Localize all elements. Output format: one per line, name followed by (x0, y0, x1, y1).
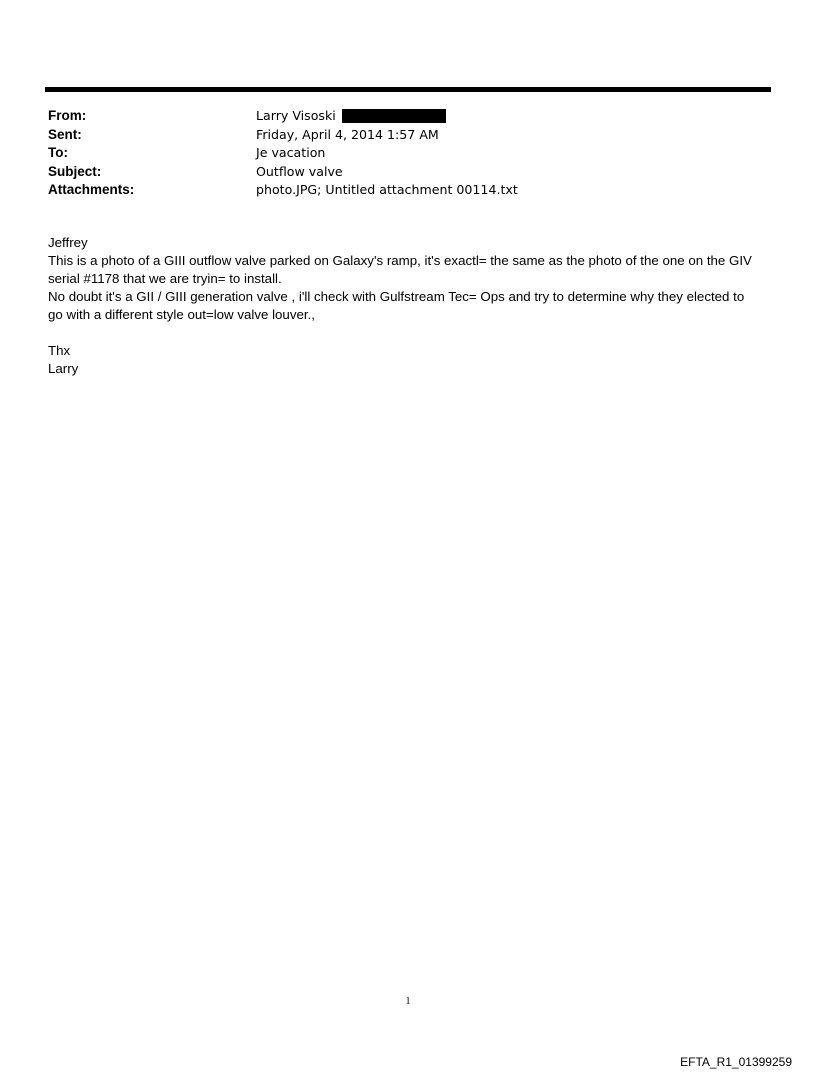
to-value: Je vacation (256, 145, 326, 160)
redaction-block (342, 109, 446, 123)
sent-label: Sent: (48, 126, 82, 142)
from-label: From: (48, 108, 87, 123)
attachments-label: Attachments: (48, 182, 135, 197)
body-line: This is a photo of a GIII outflow valve parked on Galaxy's ramp, it's exactl= the same as the photo of the one on the GIV (48, 253, 752, 268)
blank-line (48, 324, 772, 342)
sent-row (48, 126, 768, 145)
subject-value: Outflow valve (256, 163, 343, 179)
header-divider (45, 87, 771, 92)
attachments-row (48, 181, 768, 200)
signoff: Thx (48, 343, 71, 358)
subject-row (48, 163, 768, 182)
from-row (48, 107, 768, 126)
body-line: serial #1178 that we are tryin= to install. (48, 271, 282, 286)
signature: Larry (48, 361, 79, 376)
from-name: Larry Visoski (256, 108, 336, 123)
from-value (256, 107, 446, 126)
body-line: go with a different style out=low valve louver., (48, 307, 315, 322)
page-number: 1 (405, 996, 411, 1007)
subject-label: Subject: (48, 163, 102, 179)
email-header (48, 107, 768, 200)
sent-value: Friday, April 4, 2014 1:57 AM (256, 126, 439, 142)
to-row (48, 144, 768, 163)
document-id: EFTA_R1_01399259 (680, 1055, 792, 1069)
attachments-value: photo.JPG; Untitled attachment 00114.txt (256, 182, 518, 197)
to-label: To: (48, 145, 68, 160)
email-body (48, 234, 772, 378)
body-line: No doubt it's a GII / GIII generation valve , i'll check with Gulfstream Tec= Ops and try to determine why they elected to (48, 289, 745, 304)
greeting: Jeffrey (48, 235, 88, 250)
